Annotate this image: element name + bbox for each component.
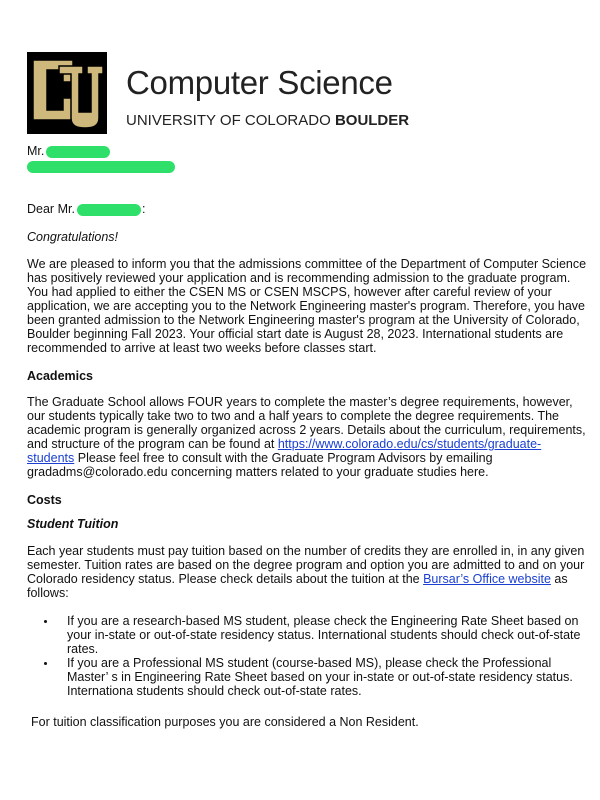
university-name bbox=[126, 112, 409, 130]
academics-heading: Academics bbox=[27, 369, 94, 383]
academics-text-2: Please feel free to consult with the Graduate Program Advisors by emailing gradadms@colorado.edu concerning matters related to your graduate studies here. bbox=[27, 451, 493, 479]
residency-statement: For tuition classification purposes you are considered a Non Resident. bbox=[31, 715, 419, 729]
salutation-suffix: : bbox=[141, 202, 146, 216]
letter-body bbox=[27, 202, 587, 729]
list-item: • If you are a Professional MS student (course-based MS), please check the Professional Master’ s in Engineering Rate Sheet based on your in-state or out-of-state residency status. Internationa students should check out-of-state rates. bbox=[57, 656, 587, 698]
list-item: • If you are a research-based MS student, please check the Engineering Rate Sheet based on your in-state or out-of-state residency status. International students should check out-of-state rates. bbox=[57, 614, 587, 656]
costs-heading: Costs bbox=[27, 493, 62, 507]
cu-logo-icon bbox=[27, 52, 107, 134]
academics-paragraph bbox=[27, 395, 587, 479]
graduate-students-link[interactable]: https://www.colorado.edu/cs/students/graduate-students bbox=[27, 437, 542, 465]
address-prefix: Mr. bbox=[27, 144, 45, 158]
tuition-text-1: Each year students must pay tuition based on the number of credits they are enrolled in, in any given semester. Tuition rates are based on the degree program and option you are admitted to and on your Colorado residency status. Please check details about the tuition at the bbox=[27, 544, 585, 586]
intro-paragraph: We are pleased to inform you that the admissions committee of the Department of Computer Science has positively reviewed your application and is recommending admission to the graduate program. You had applied to either the CSEN MS or CSEN MSCPS, however after careful review of your application, we are accepting you to the Network Engineering master's program. Therefore, you have been granted admission to the Network Engineering master's program at the University of Colorado, Boulder beginning Fall 2023. Your official start date is August 28, 2023. International students are recommended to arrive at least two weeks before classes start. bbox=[27, 257, 587, 355]
redacted-salutation-name bbox=[77, 204, 141, 216]
redacted-name bbox=[46, 146, 110, 158]
salutation bbox=[27, 202, 587, 216]
letterhead bbox=[27, 52, 587, 138]
tuition-text-2: as follows: bbox=[27, 572, 568, 600]
university-name-bold: BOULDER bbox=[334, 112, 410, 129]
redacted-address bbox=[27, 161, 175, 173]
bursar-office-link[interactable]: Bursar’s Office website bbox=[423, 572, 551, 586]
tuition-paragraph bbox=[27, 544, 587, 600]
recipient-address bbox=[27, 144, 587, 173]
salutation-prefix: Dear Mr. bbox=[27, 202, 75, 216]
tuition-bullet-list bbox=[27, 614, 587, 698]
congratulations: Congratulations! bbox=[27, 230, 119, 244]
student-tuition-subheading: Student Tuition bbox=[27, 517, 119, 531]
dept-title: Computer Science bbox=[126, 64, 393, 101]
academics-text-1: The Graduate School allows FOUR years to complete the master’s degree requirements, however, our students typically take two to two and a half years to complete the degree requirements. The academic program is generally organized across 2 years. Details about the curriculum, requirements, and structure of the program can be found at bbox=[27, 395, 586, 451]
university-name-regular: UNIVERSITY OF COLORADO bbox=[126, 112, 331, 129]
